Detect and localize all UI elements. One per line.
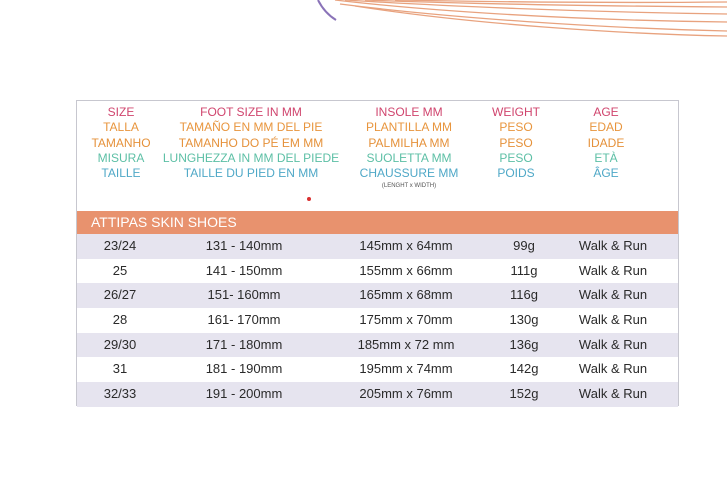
cell-insole: 155mm x 66mm: [359, 262, 453, 278]
cell-size: 32/33: [103, 386, 137, 402]
cell-use: Walk & Run: [578, 262, 648, 278]
header-foot-column: [161, 105, 341, 181]
cell-use: Walk & Run: [578, 312, 648, 328]
cell-size: 28: [112, 312, 128, 328]
header-age-pt: IDADE: [587, 135, 625, 150]
header-insole-it: SUOLETTA MM: [366, 150, 452, 165]
header-foot-en: FOOT SIZE IN MM: [200, 105, 302, 119]
cell-size: 25: [112, 262, 128, 278]
header-size-en: SIZE: [107, 105, 135, 119]
cell-weight: 136g: [509, 336, 539, 352]
header-size-column: [77, 105, 165, 181]
cell-foot-size: 171 - 180mm: [205, 336, 283, 352]
table-row: [77, 357, 678, 382]
header-insole-fr: CHAUSSURE MM: [359, 166, 459, 181]
header-insole-column: [339, 105, 479, 190]
cell-foot-size: 141 - 150mm: [205, 262, 283, 278]
cell-insole: 145mm x 64mm: [359, 238, 453, 253]
header-weight-fr: POIDS: [497, 166, 535, 181]
cell-use: Walk & Run: [578, 336, 648, 352]
table-row: [77, 259, 678, 284]
cell-foot-size: 181 - 190mm: [205, 361, 283, 377]
table-row: [77, 283, 678, 308]
cell-insole: 205mm x 76mm: [359, 386, 453, 402]
red-dot-marker: [307, 197, 311, 201]
cell-foot-size: 151- 160mm: [207, 287, 281, 303]
table-row: [77, 234, 678, 259]
header-insole-note: (LENGHT x WIDTH): [381, 183, 437, 190]
header-weight-column: [477, 105, 555, 181]
cell-insole: 165mm x 68mm: [359, 287, 453, 303]
cell-size: 31: [112, 361, 128, 377]
cell-weight: 111g: [510, 262, 538, 278]
cell-use: Walk & Run: [578, 386, 648, 402]
header-insole-es: PLANTILLA MM: [365, 120, 453, 135]
header-age-it: ETÀ: [594, 150, 618, 165]
cell-insole: 195mm x 74mm: [359, 361, 453, 377]
size-chart-table: [76, 100, 679, 406]
cell-insole: 175mm x 70mm: [359, 312, 453, 328]
header-foot-fr: TAILLE DU PIED EN MM: [183, 166, 319, 181]
header-weight-es: PESO: [499, 120, 533, 135]
table-body: [77, 234, 678, 407]
cell-size: 26/27: [103, 287, 137, 303]
header-size-pt: TAMANHO: [91, 135, 151, 150]
cell-size: 23/24: [103, 238, 137, 253]
decorative-swirl-lines: [0, 0, 727, 60]
header-age-column: [567, 105, 645, 181]
header-insole-en: INSOLE MM: [375, 105, 443, 119]
cell-weight: 142g: [509, 361, 539, 377]
header-age-fr: ÂGE: [593, 166, 619, 181]
cell-use: Walk & Run: [578, 238, 648, 253]
header-insole-pt: PALMILHA MM: [368, 135, 450, 150]
cell-weight: 130g: [509, 312, 539, 328]
section-title-band: ATTIPAS SKIN SHOES: [77, 211, 678, 234]
table-row: [77, 308, 678, 333]
header-size-fr: TAILLE: [101, 166, 141, 181]
cell-insole: 185mm x 72 mm: [357, 336, 455, 352]
cell-foot-size: 191 - 200mm: [205, 386, 283, 402]
cell-use: Walk & Run: [578, 287, 648, 303]
header-age-es: EDAD: [589, 120, 623, 135]
header-foot-pt: TAMANHO DO PÉ EM MM: [178, 135, 324, 150]
header-weight-en: WEIGHT: [492, 105, 540, 119]
table-row: [77, 382, 678, 407]
header-foot-it: LUNGHEZZA IN MM DEL PIEDE: [162, 150, 340, 165]
header-size-it: MISURA: [97, 150, 145, 165]
cell-weight: 152g: [509, 386, 539, 402]
cell-use: Walk & Run: [578, 361, 648, 377]
cell-foot-size: 161- 170mm: [207, 312, 281, 328]
header-weight-pt: PESO: [499, 135, 533, 150]
header-weight-it: PESO: [499, 150, 533, 165]
cell-foot-size: 131 - 140mm: [205, 238, 283, 253]
table-row: [77, 333, 678, 358]
header-age-en: AGE: [593, 105, 619, 119]
header-foot-es: TAMAÑO EN MM DEL PIE: [179, 120, 323, 135]
cell-weight: 99g: [513, 238, 535, 253]
header-size-es: TALLA: [103, 120, 139, 135]
cell-size: 29/30: [103, 336, 137, 352]
cell-weight: 116g: [510, 287, 538, 303]
